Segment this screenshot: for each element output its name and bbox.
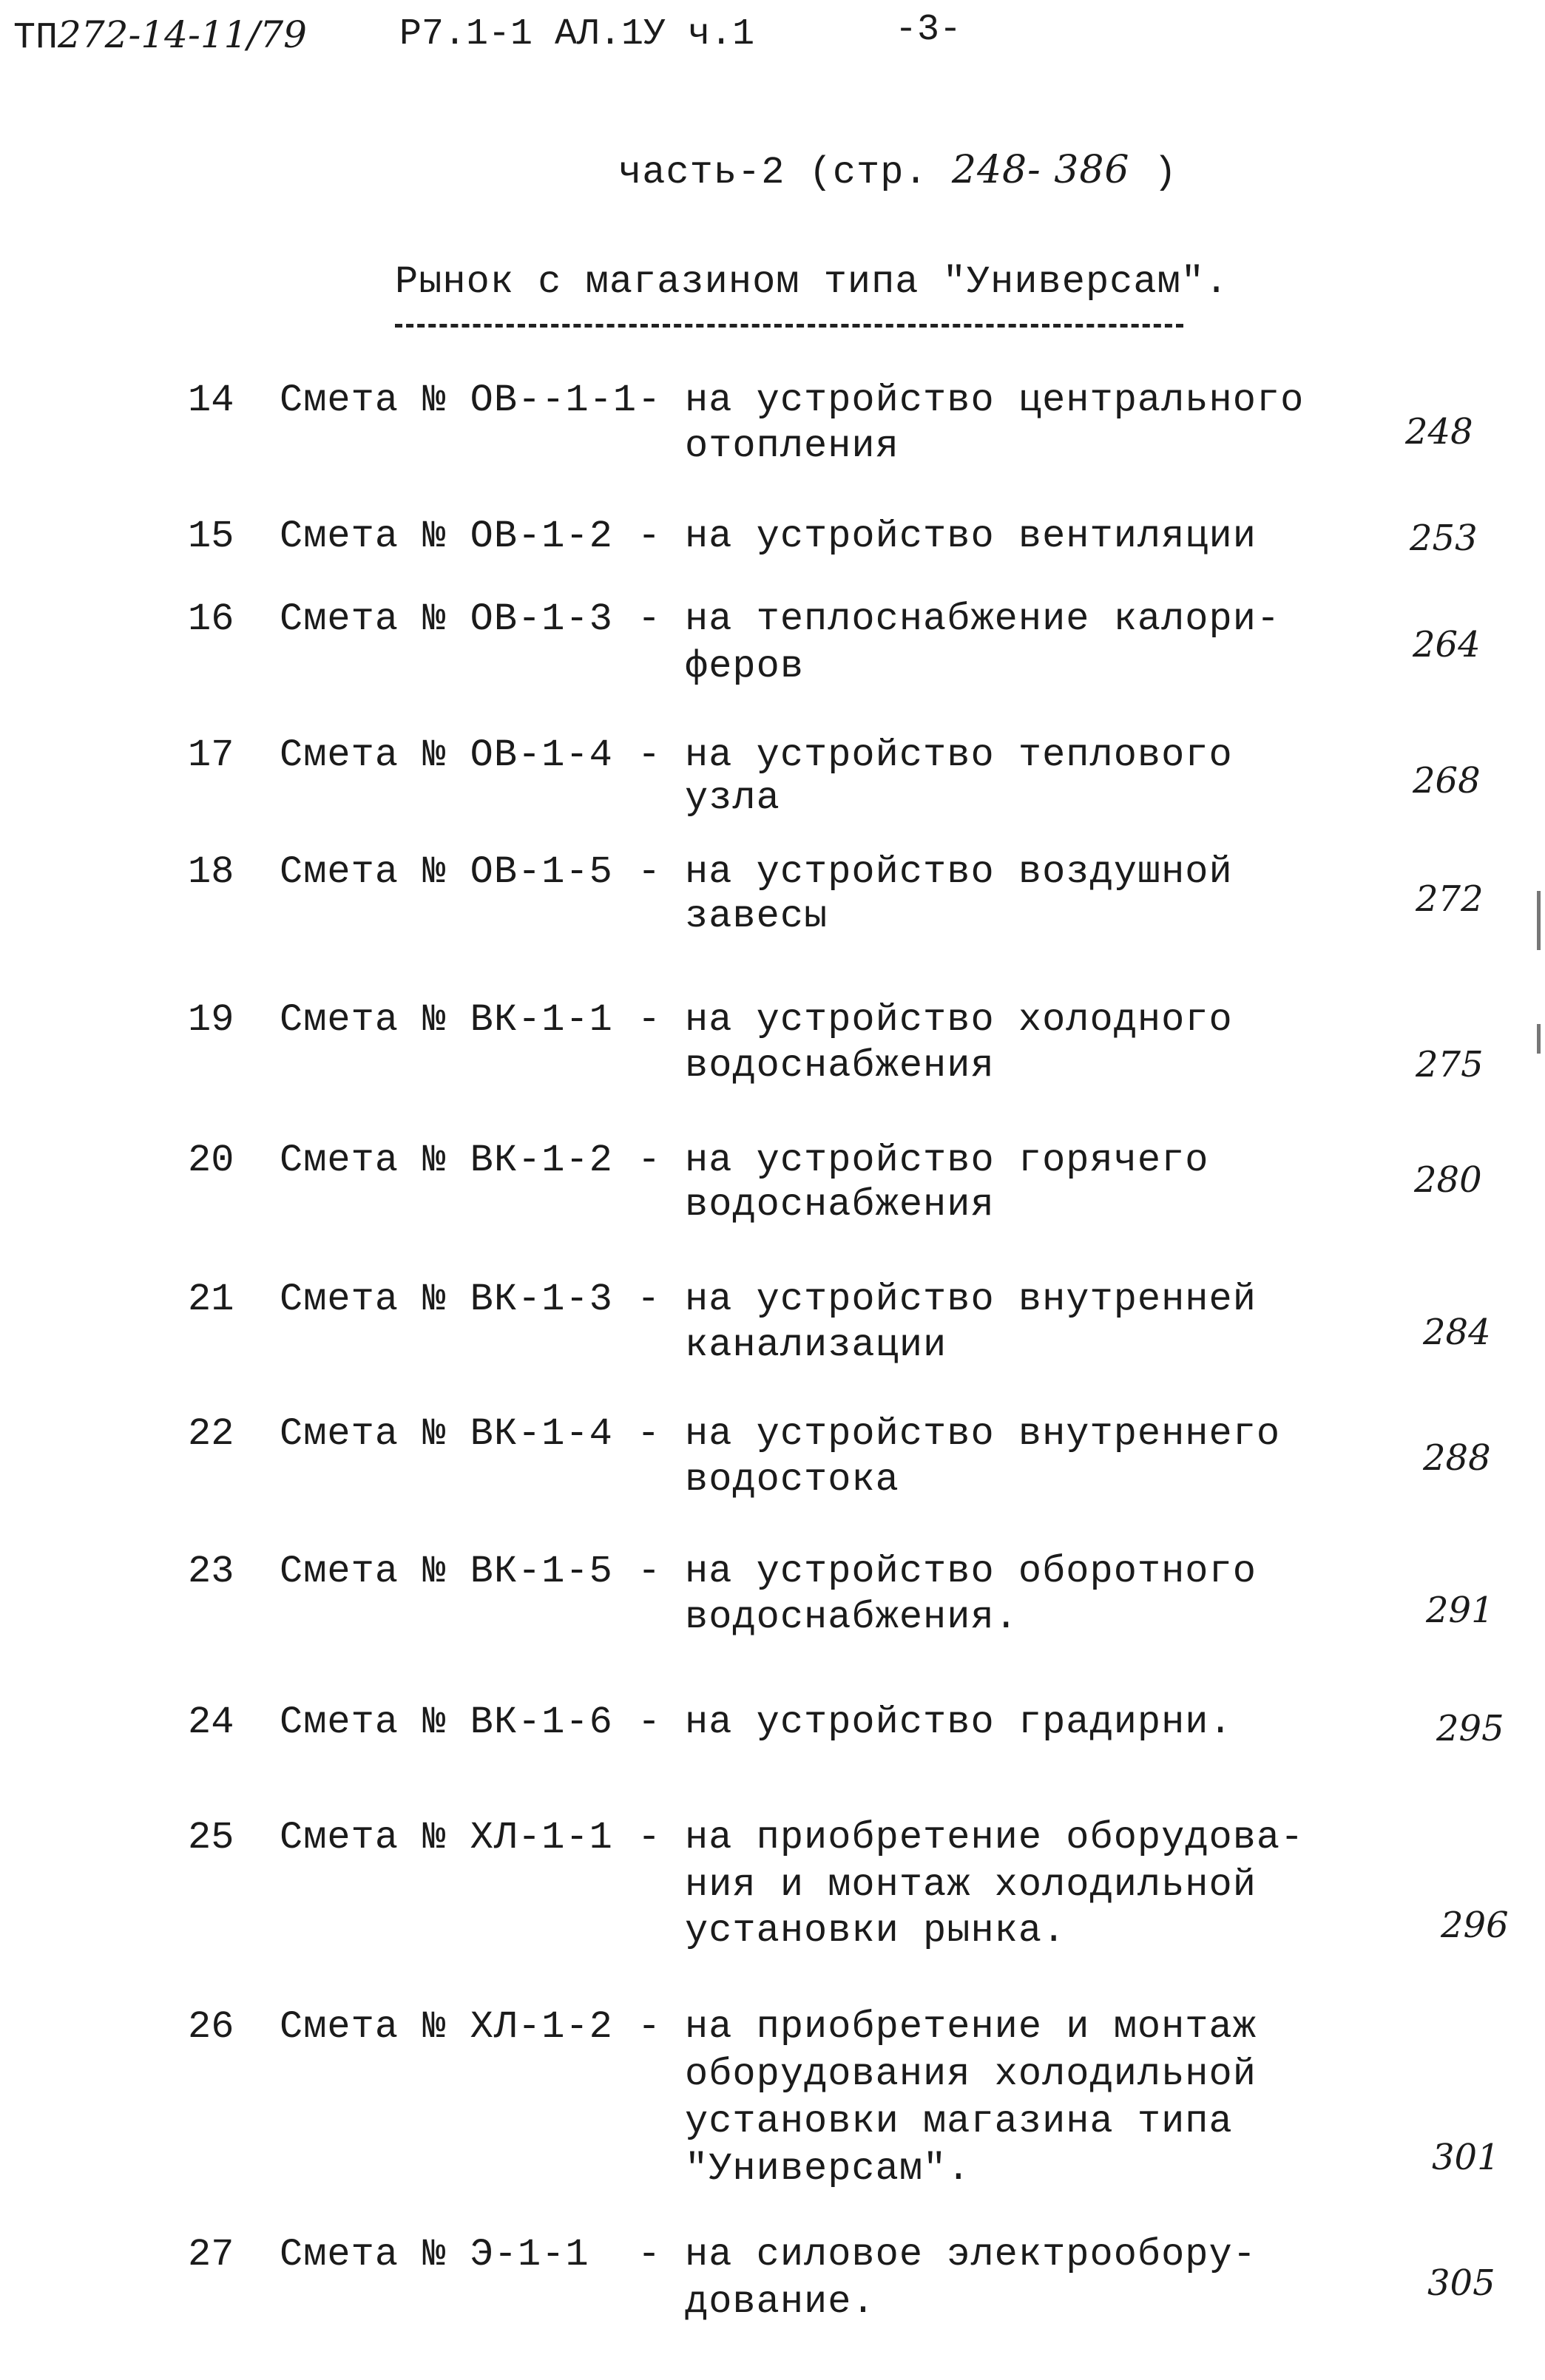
section-title: Рынок с магазином типа "Универсам". <box>395 260 1229 304</box>
entry-dash: - <box>638 850 662 894</box>
entry-number: 26 <box>188 2005 234 2049</box>
entry-page-number: 268 <box>1413 760 1481 801</box>
entry-number: 18 <box>188 850 234 894</box>
doc-code-typed: ТП <box>13 17 58 59</box>
entry-code: Смета № Э-1-1 <box>280 2233 589 2276</box>
entry-code: Смета № ОВ-1-5 <box>280 850 613 894</box>
entry-page-number: 284 <box>1423 1312 1491 1353</box>
section-code: Р7.1-1 АЛ.1У ч.1 <box>399 13 755 55</box>
entry-code: Смета № ХЛ-1-2 <box>280 2005 613 2049</box>
entry-desc-line: на устройство горячего <box>685 1139 1209 1182</box>
entry-number: 22 <box>188 1412 234 1456</box>
entry-desc-line: на устройство вентиляции <box>685 515 1257 558</box>
entry-desc-line: установки магазина типа <box>685 2100 1233 2143</box>
doc-code-handwritten: 272-14-11/79 <box>58 13 307 56</box>
title-underline <box>395 324 1183 328</box>
entry-dash: - <box>638 2233 662 2276</box>
entry-number: 17 <box>188 733 234 777</box>
entry-desc-line: на силовое электрообору- <box>685 2233 1257 2276</box>
entry-dash: - <box>638 1701 662 1744</box>
entry-desc-line: установки рынка. <box>685 1909 1066 1953</box>
entry-number: 24 <box>188 1701 234 1744</box>
entry-desc-line: ния и монтаж холодильной <box>685 1863 1257 1907</box>
entry-number: 15 <box>188 515 234 558</box>
entry-page-number: 296 <box>1441 1905 1509 1946</box>
entry-code: Смета № ВК-1-6 <box>280 1701 613 1744</box>
entry-desc-line: дование. <box>685 2280 876 2324</box>
entry-desc-line: на устройство холодного <box>685 998 1233 1042</box>
entry-page-number: 288 <box>1423 1437 1491 1479</box>
entry-page-number: 291 <box>1426 1590 1494 1631</box>
entry-desc-line: на устройство оборотного <box>685 1550 1257 1593</box>
entry-dash: - <box>638 597 662 641</box>
entry-code: Смета № ВК-1-4 - <box>280 1412 661 1456</box>
entry-desc-line: феров <box>685 645 805 688</box>
entry-dash: - <box>638 1816 662 1859</box>
entry-number: 20 <box>188 1139 234 1182</box>
entry-code: Смета № ОВ--1-1 <box>280 379 638 422</box>
entry-code: Смета № ВК-1-2 <box>280 1139 613 1182</box>
entry-code: Смета № ОВ-1-2 <box>280 515 613 558</box>
scan-edge-mark <box>1537 891 1541 950</box>
entry-number: 19 <box>188 998 234 1042</box>
entry-desc-line: завесы <box>685 895 828 938</box>
entry-desc-line: на приобретение и монтаж <box>685 2005 1257 2049</box>
entry-desc-line: на приобретение оборудова- <box>685 1816 1305 1859</box>
entry-desc-line: канализации <box>685 1323 947 1367</box>
entry-dash: - <box>638 2005 662 2049</box>
entry-desc-line: на устройство центрального <box>685 379 1305 422</box>
entry-page-number: 301 <box>1432 2137 1500 2178</box>
part-suffix: ) <box>1153 151 1177 194</box>
entry-page-number: 272 <box>1416 878 1484 920</box>
entry-desc-line: водоснабжения <box>685 1183 995 1227</box>
entry-dash: - <box>638 515 662 558</box>
part-pages-handwritten: 248- 386 <box>951 148 1130 192</box>
entry-page-number: 305 <box>1427 2262 1495 2304</box>
entry-page-number: 280 <box>1414 1159 1482 1201</box>
entry-dash: - <box>638 1139 662 1182</box>
entry-desc-line: отопления <box>685 424 899 468</box>
entry-desc-line: узла <box>685 776 780 820</box>
entry-desc-line: на устройство градирни. <box>685 1701 1233 1744</box>
entry-code: Смета № ВК-1-5 <box>280 1550 613 1593</box>
entry-number: 23 <box>188 1550 234 1593</box>
entry-desc-line: на устройство воздушной <box>685 850 1233 894</box>
entry-dash: - <box>638 998 662 1042</box>
entry-number: 21 <box>188 1278 234 1321</box>
entry-desc-line: оборудования холодильной <box>685 2052 1257 2096</box>
entry-page-number: 275 <box>1416 1044 1484 1085</box>
entry-desc-line: водоснабжения <box>685 1044 995 1088</box>
page-mark: -3- <box>895 9 962 51</box>
part-prefix: часть-2 (стр. <box>618 151 928 194</box>
entry-dash: - <box>638 379 662 422</box>
entry-dash: - <box>638 733 662 777</box>
entry-page-number: 264 <box>1413 624 1481 665</box>
entry-number: 27 <box>188 2233 234 2276</box>
entry-number: 25 <box>188 1816 234 1859</box>
doc-code <box>13 13 307 59</box>
entry-code: Смета № ВК-1-3 - <box>280 1278 661 1321</box>
entry-code: Смета № ОВ-1-4 <box>280 733 613 777</box>
entry-desc-line: водостока <box>685 1458 899 1502</box>
entry-dash: - <box>638 1550 662 1593</box>
entry-desc-line: на устройство теплового <box>685 733 1233 777</box>
entry-page-number: 248 <box>1405 411 1473 452</box>
part-line <box>618 148 1177 194</box>
entry-desc-line: на теплоснабжение калори- <box>685 597 1281 641</box>
entry-number: 16 <box>188 597 234 641</box>
entry-code: Смета № ХЛ-1-1 <box>280 1816 613 1859</box>
entry-desc-line: "Универсам". <box>685 2147 971 2191</box>
entry-desc-line: водоснабжения. <box>685 1596 1018 1639</box>
entry-code: Смета № ОВ-1-3 <box>280 597 613 641</box>
entry-desc-line: на устройство внутренней <box>685 1278 1257 1321</box>
entry-page-number: 253 <box>1410 518 1478 559</box>
entry-code: Смета № ВК-1-1 <box>280 998 613 1042</box>
entry-page-number: 295 <box>1436 1708 1504 1749</box>
scan-edge-mark <box>1537 1024 1541 1054</box>
entry-desc-line: на устройство внутреннего <box>685 1412 1281 1456</box>
entry-number: 14 <box>188 379 234 422</box>
